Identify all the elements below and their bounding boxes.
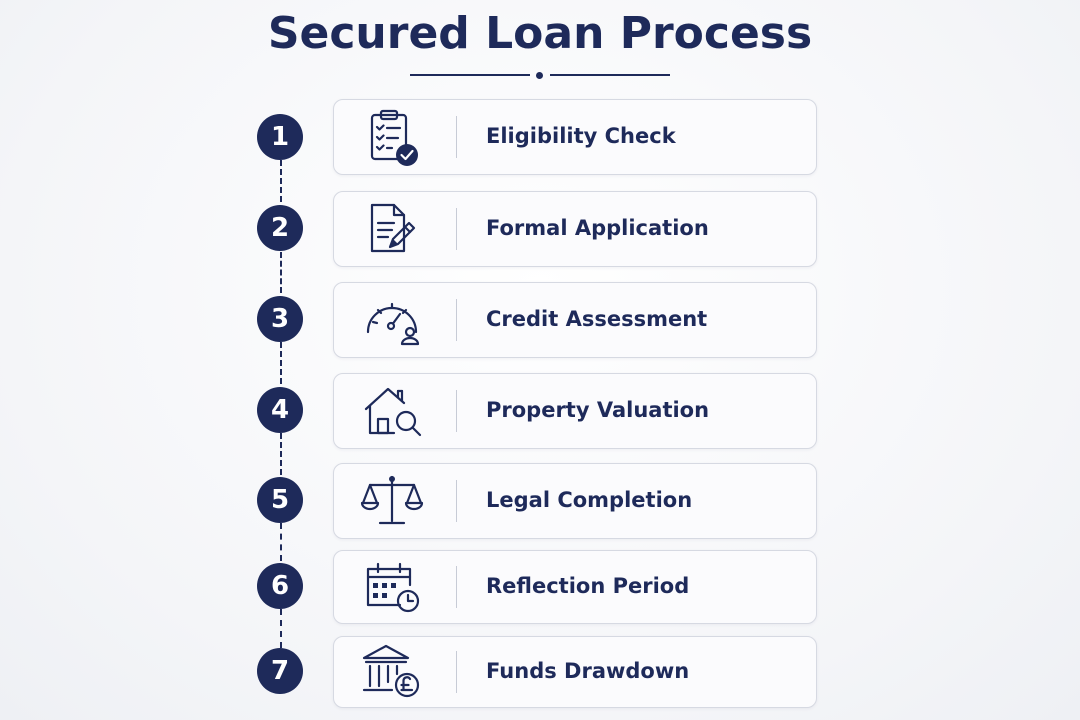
step-card-eligibility-check (333, 99, 817, 175)
step-separator (456, 566, 457, 608)
step-badge-2: 2 (257, 205, 303, 251)
step-badge-4: 4 (257, 387, 303, 433)
bank-pound-icon (360, 640, 424, 704)
title-divider (410, 74, 670, 76)
step-badge-5: 5 (257, 477, 303, 523)
divider-line-left (410, 74, 530, 76)
step-label: Formal Application (486, 216, 709, 240)
step-label: Funds Drawdown (486, 659, 690, 683)
step-card-funds-drawdown (333, 636, 817, 708)
step-separator (456, 299, 457, 341)
divider-dot (536, 72, 543, 79)
connector-4-5 (280, 433, 282, 475)
step-badge-7: 7 (257, 648, 303, 694)
step-card-legal-completion (333, 463, 817, 539)
step-label: Legal Completion (486, 488, 693, 512)
divider-line-right (550, 74, 670, 76)
step-badge-1: 1 (257, 114, 303, 160)
step-label: Credit Assessment (486, 307, 708, 331)
connector-6-7 (280, 609, 282, 648)
scales-icon (360, 469, 424, 533)
connector-3-4 (280, 342, 282, 384)
step-label: Reflection Period (486, 574, 690, 598)
connector-5-6 (280, 523, 282, 561)
step-separator (456, 208, 457, 250)
clipboard-check-icon (360, 105, 424, 169)
step-separator (456, 651, 457, 693)
connector-1-2 (280, 160, 282, 202)
step-separator (456, 116, 457, 158)
step-separator (456, 480, 457, 522)
step-card-property-valuation (333, 373, 817, 449)
gauge-user-icon (360, 288, 424, 352)
step-badge-3: 3 (257, 296, 303, 342)
step-card-reflection-period (333, 550, 817, 624)
step-separator (456, 390, 457, 432)
calendar-clock-icon (360, 555, 424, 619)
house-search-icon (360, 379, 424, 443)
step-label: Eligibility Check (486, 124, 676, 148)
step-badge-6: 6 (257, 563, 303, 609)
step-card-credit-assessment (333, 282, 817, 358)
step-card-formal-application (333, 191, 817, 267)
document-pen-icon (360, 197, 424, 261)
connector-2-3 (280, 252, 282, 293)
step-label: Property Valuation (486, 398, 710, 422)
page-title: Secured Loan Process (267, 8, 813, 59)
